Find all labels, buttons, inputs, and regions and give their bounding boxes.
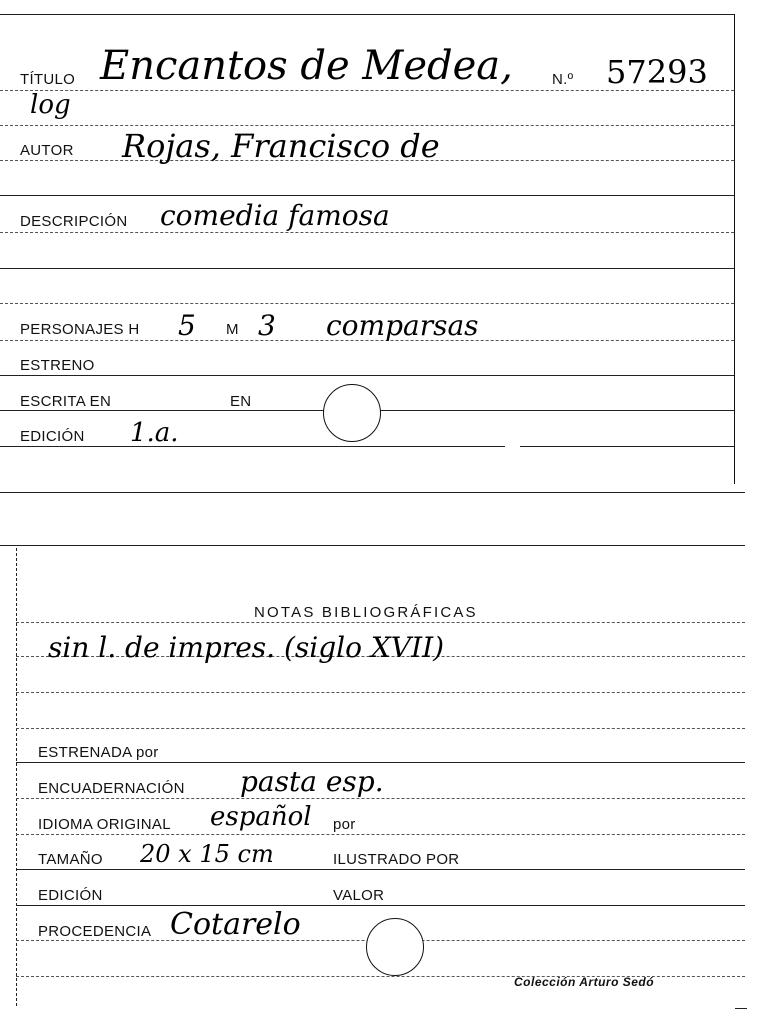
card2-rule — [16, 728, 745, 729]
card2-rule — [16, 692, 745, 693]
card1-rule — [0, 268, 734, 269]
autor-label: AUTOR — [20, 142, 74, 159]
estreno-label: ESTRENO — [20, 357, 95, 374]
punch-hole — [323, 384, 381, 442]
card1-rule — [0, 195, 734, 196]
card2-rule — [16, 762, 745, 763]
tamano-value: 20 x 15 cm — [140, 840, 274, 868]
procedencia-label: PROCEDENCIA — [38, 923, 152, 940]
notas-label: NOTAS BIBLIOGRÁFICAS — [254, 604, 478, 621]
numero-value: 57293 — [606, 53, 708, 91]
card1-right-border — [734, 14, 735, 484]
card2-rule — [16, 905, 745, 906]
card2-rule — [16, 834, 745, 835]
card1-rule — [0, 125, 734, 126]
escrita-label: ESCRITA EN — [20, 393, 112, 410]
card1-rule — [0, 375, 734, 376]
card2-top-border — [0, 545, 745, 546]
card2-rule — [16, 869, 745, 870]
card1-rule — [0, 446, 505, 447]
personajes-label: PERSONAJES H — [20, 321, 140, 338]
personajes-extra: comparsas — [326, 309, 479, 342]
encuadernacion-value: pasta esp. — [240, 765, 384, 798]
personajes-m-label: M — [226, 321, 239, 338]
edicion2-label: EDICIÓN — [38, 887, 103, 904]
idioma-label: IDIOMA ORIGINAL — [38, 816, 171, 833]
encuadernacion-label: ENCUADERNACIÓN — [38, 780, 185, 797]
idioma-value: español — [210, 802, 312, 832]
tamano-label: TAMAÑO — [38, 851, 103, 868]
personajes-h-value: 5 — [178, 309, 196, 342]
procedencia-value: Cotarelo — [170, 907, 301, 942]
card2-rule — [16, 622, 745, 623]
notas-value: sin l. de impres. (siglo XVII) — [48, 631, 445, 664]
titulo-label: TÍTULO — [20, 71, 76, 88]
margin-note: log — [30, 90, 71, 120]
estrenada-label: ESTRENADA por — [38, 744, 159, 761]
edicion-label: EDICIÓN — [20, 428, 85, 445]
titulo-value: Encantos de Medea, — [100, 43, 513, 89]
descripcion-value: comedia famosa — [160, 199, 390, 232]
autor-value: Rojas, Francisco de — [122, 127, 440, 165]
card1-rule — [0, 232, 734, 233]
personajes-m-value: 3 — [258, 309, 276, 342]
numero-label: N.º — [552, 71, 574, 88]
punch-hole — [366, 918, 424, 976]
card1-rule — [0, 303, 734, 304]
idioma-por-label: por — [333, 816, 356, 833]
valor-label: VALOR — [333, 887, 385, 904]
card1-rule — [520, 446, 734, 447]
collection-credit: Colección Arturo Sedó — [514, 975, 655, 989]
card2-rule — [16, 798, 745, 799]
ilustrado-label: ILUSTRADO POR — [333, 851, 460, 868]
edicion-value: 1.a. — [130, 418, 179, 448]
card2-tick — [735, 1008, 747, 1009]
descripcion-label: DESCRIPCIÓN — [20, 213, 128, 230]
en-label: EN — [230, 393, 252, 410]
card1-top-border — [0, 14, 734, 15]
card2-left-border — [16, 548, 17, 1006]
card1-bottom-border — [0, 492, 745, 493]
